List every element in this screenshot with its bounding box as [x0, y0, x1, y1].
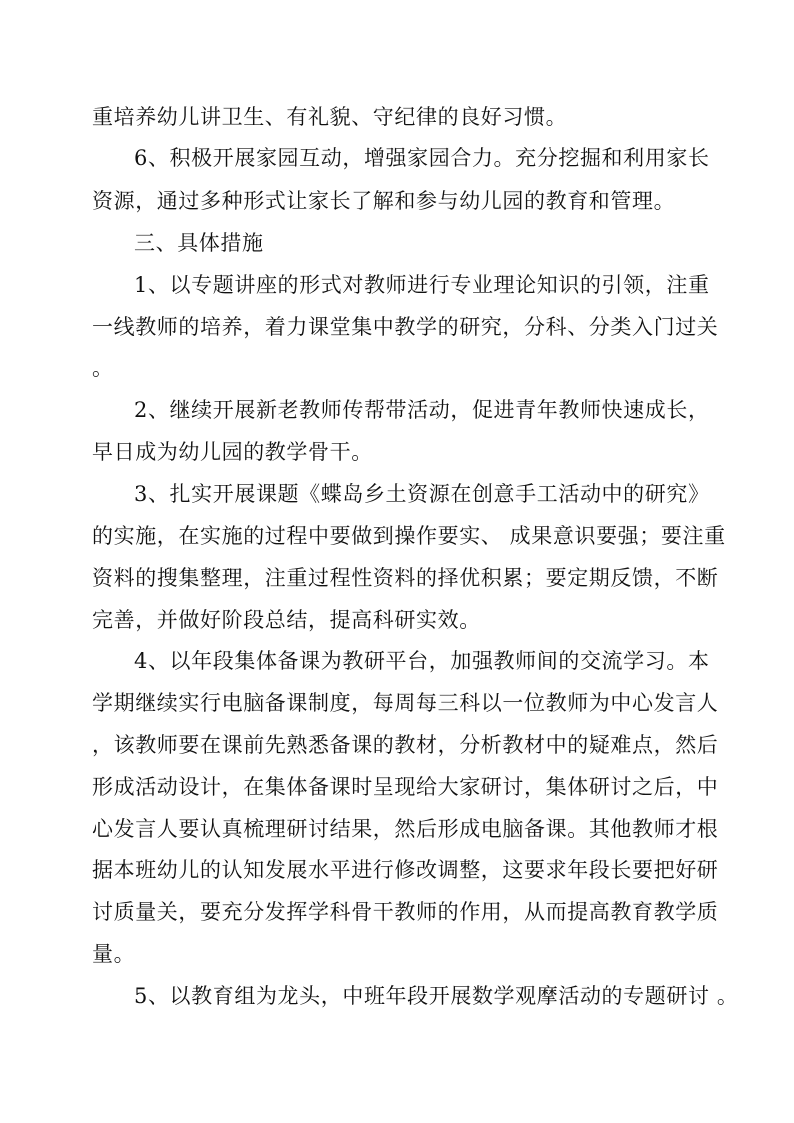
text-line-18: 心发言人要认真梳理研讨结果，然后形成电脑备课。其他教师才根: [92, 817, 719, 841]
text-line-16: ，该教师要在课前先熟悉备课的教材，分析教材中的疑难点，然后: [92, 733, 719, 757]
text-line-15: 学期继续实行电脑备课制度，每周每三科以一位教师为中心发言人: [92, 691, 719, 715]
text-line-2: 6、积极开展家园互动，增强家园合力。充分挖掘和利用家长: [134, 146, 710, 170]
text-line-10: 3、扎实开展课题《蝶岛乡土资源在创意手工活动中的研究》: [134, 482, 710, 506]
text-line-13: 完善，并做好阶段总结，提高科研实效。: [92, 608, 481, 632]
text-line-20: 讨质量关，要充分发挥学科骨干教师的作用，从而提高教育教学质: [92, 900, 719, 924]
text-line-14: 4、以年段集体备课为教研平台，加强教师间的交流学习。本: [134, 649, 710, 673]
section-heading-measures: 三、具体措施: [134, 231, 264, 255]
text-line-21: 量。: [92, 942, 136, 966]
text-line-5: 1、以专题讲座的形式对教师进行专业理论知识的引领，注重: [134, 273, 710, 297]
text-line-1: 重培养幼儿讲卫生、有礼貌、守纪律的良好习惯。: [92, 105, 568, 129]
text-line-11: 的实施，在实施的过程中要做到操作要实、 成果意识要强；要注重: [92, 524, 726, 548]
text-line-3: 资源，通过多种形式让家长了解和参与幼儿园的教育和管理。: [92, 189, 676, 213]
text-line-12: 资料的搜集整理，注重过程性资料的择优积累；要定期反馈，不断: [92, 566, 719, 590]
text-line-22: 5、以教育组为龙头，中班年段开展数学观摩活动的专题研讨 。: [134, 984, 739, 1008]
text-line-7: 。: [92, 356, 114, 380]
text-line-9: 早日成为幼儿园的教学骨干。: [92, 440, 373, 464]
text-line-8: 2、继续开展新老教师传帮带活动，促进青年教师快速成长，: [134, 398, 710, 422]
text-line-17: 形成活动设计，在集体备课时呈现给大家研讨，集体研讨之后，中: [92, 775, 719, 799]
text-line-6: 一线教师的培养，着力课堂集中教学的研究，分科、分类入门过关: [92, 315, 719, 339]
text-line-19: 据本班幼儿的认知发展水平进行修改调整，这要求年段长要把好研: [92, 858, 719, 882]
